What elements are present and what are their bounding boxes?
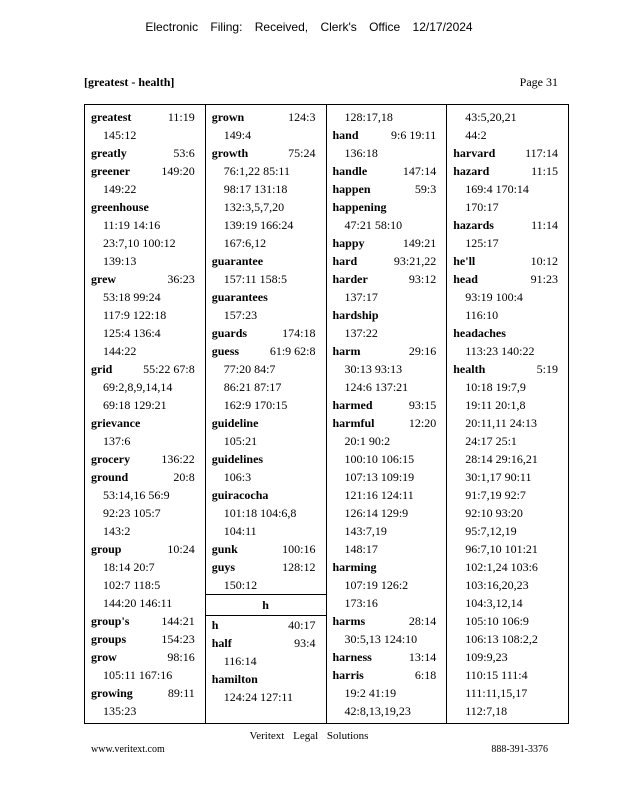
index-references: 59:3	[414, 182, 437, 196]
index-references: 29:16	[408, 344, 437, 358]
index-references: 107:19 126:2	[344, 578, 409, 592]
index-references: 150:12	[223, 578, 258, 592]
index-references: 28:14	[408, 614, 437, 628]
index-references: 149:22	[103, 182, 137, 196]
index-references: 77:20 84:7	[223, 362, 276, 376]
index-references: 143:2	[103, 524, 131, 538]
index-word: greatly	[91, 146, 127, 160]
index-entry	[212, 108, 326, 126]
index-references: 110:15 111:4	[465, 668, 528, 682]
index-references: 157:23	[223, 308, 258, 322]
index-references: 92:23 105:7	[103, 506, 161, 520]
index-references: 105:21	[223, 434, 258, 448]
index-references: 10:12	[530, 254, 558, 268]
index-references: 162:9 170:15	[223, 398, 288, 412]
index-references: 111:11,15,17	[465, 686, 528, 700]
index-word: harmed	[332, 398, 373, 412]
index-entry	[333, 162, 447, 180]
index-entry	[333, 414, 447, 432]
index-word: handle	[332, 164, 368, 178]
index-references: 11:14	[531, 218, 558, 232]
index-entry	[333, 180, 447, 198]
index-entry	[212, 324, 326, 342]
index-entry	[212, 252, 326, 270]
index-references: 18:14 20:7	[103, 560, 155, 574]
index-references: 157:11 158:5	[223, 272, 287, 286]
index-references: 100:10 106:15	[344, 452, 415, 466]
index-references: 9:6 19:11	[391, 128, 437, 142]
index-column-4	[447, 105, 568, 723]
index-word: growth	[211, 146, 249, 160]
index-word: grievance	[91, 416, 141, 430]
index-references: 55:22 67:8	[143, 362, 195, 376]
index-references: 93:19 100:4	[465, 290, 523, 304]
index-references: 93:4	[294, 636, 316, 650]
index-references: 169:4 170:14	[465, 182, 529, 196]
index-word: grocery	[91, 452, 131, 466]
index-references: 143:7,19	[344, 524, 387, 538]
index-column-2	[206, 105, 327, 723]
index-word: harris	[332, 668, 364, 682]
index-entry	[212, 414, 326, 432]
index-references: 20:1 90:2	[344, 434, 391, 448]
index-references: 170:17	[465, 200, 499, 214]
index-references: 30:13 93:13	[344, 362, 403, 376]
index-word: groups	[91, 632, 127, 646]
index-references: 149:4	[223, 128, 252, 142]
index-references: 96:7,10 101:21	[465, 542, 538, 556]
index-references: 11:19	[167, 110, 195, 124]
index-word: head	[453, 272, 478, 286]
index-references: 149:20	[161, 164, 195, 178]
index-entry	[333, 342, 447, 360]
index-range: [greatest - health]	[84, 75, 175, 89]
index-references: 102:1,24 103:6	[465, 560, 538, 574]
index-entry	[333, 558, 447, 576]
index-entry	[212, 540, 326, 558]
word-index-grid	[84, 104, 569, 724]
index-entry	[453, 270, 568, 288]
index-word: grew	[91, 272, 117, 286]
index-entry	[453, 144, 568, 162]
index-references: 109:9,23	[465, 650, 508, 664]
index-references: 144:22	[103, 344, 137, 358]
index-word: guideline	[211, 416, 259, 430]
index-word: guarantee	[211, 254, 264, 268]
index-references: 98:16	[167, 650, 195, 664]
index-word: grid	[91, 362, 113, 376]
index-entry	[453, 162, 568, 180]
index-references: 144:20 146:11	[103, 596, 173, 610]
index-entry	[212, 342, 326, 360]
index-references: 28:14 29:16,21	[465, 452, 538, 466]
index-references: 117:14	[525, 146, 558, 160]
index-entry	[333, 612, 447, 630]
index-references: 42:8,13,19,23	[344, 704, 411, 718]
index-references: 89:11	[167, 686, 195, 700]
page-number: Page 31	[519, 75, 558, 89]
index-references: 124:24 127:11	[223, 690, 293, 704]
index-word: harms	[332, 614, 366, 628]
index-column-1	[85, 105, 206, 723]
index-references: 106:13 108:2,2	[465, 632, 538, 646]
index-word: half	[211, 636, 232, 650]
index-entry	[333, 270, 447, 288]
index-word: gunk	[211, 542, 238, 556]
index-references: 149:21	[402, 236, 437, 250]
index-entry	[453, 360, 568, 378]
index-word: harmful	[332, 416, 375, 430]
index-references: 116:10	[465, 308, 499, 322]
index-word: guarantees	[211, 290, 268, 304]
index-references: 19:2 41:19	[344, 686, 397, 700]
index-word: hand	[332, 128, 359, 142]
index-references: 121:16 124:11	[344, 488, 414, 502]
index-entry	[212, 288, 326, 306]
index-word: group's	[91, 614, 130, 628]
index-references: 61:9 62:8	[269, 344, 316, 358]
index-references: 20:8	[173, 470, 195, 484]
index-references: 137:6	[103, 434, 131, 448]
index-word: happening	[332, 200, 387, 214]
index-references: 125:4 136:4	[103, 326, 161, 340]
index-references: 53:18 99:24	[103, 290, 161, 304]
index-word: harming	[332, 560, 377, 574]
index-word: happen	[332, 182, 371, 196]
index-references: 86:21 87:17	[223, 380, 282, 394]
index-references: 93:15	[408, 398, 437, 412]
index-references: 148:17	[344, 542, 378, 556]
index-entry	[91, 468, 205, 486]
index-entry	[453, 252, 568, 270]
index-references: 43:5,20,21	[465, 110, 517, 124]
index-entry	[333, 252, 447, 270]
index-references: 6:18	[414, 668, 437, 682]
index-references: 139:19 166:24	[223, 218, 294, 232]
index-references: 93:21,22	[393, 254, 437, 268]
index-references: 44:2	[465, 128, 487, 142]
index-entry	[91, 648, 205, 666]
index-entry	[91, 450, 205, 468]
index-references: 30:1,17 90:11	[465, 470, 532, 484]
index-entry	[333, 306, 447, 324]
index-word: hazard	[453, 164, 490, 178]
index-references: 117:9 122:18	[103, 308, 167, 322]
index-references: 93:12	[408, 272, 437, 286]
index-references: 69:2,8,9,14,14	[103, 380, 173, 394]
index-word: grow	[91, 650, 117, 664]
index-references: 173:16	[344, 596, 378, 610]
index-entry	[212, 616, 326, 634]
index-references: 147:14	[402, 164, 437, 178]
section-letter: h	[206, 594, 326, 616]
index-word: headaches	[453, 326, 506, 340]
index-references: 104:11	[223, 524, 257, 538]
index-references: 12:20	[408, 416, 437, 430]
index-references: 53:14,16 56:9	[103, 488, 170, 502]
index-references: 145:12	[103, 128, 137, 142]
index-references: 135:23	[103, 704, 137, 718]
index-references: 105:10 106:9	[465, 614, 529, 628]
index-references: 174:18	[282, 326, 316, 340]
index-entry	[91, 198, 205, 216]
index-references: 91:7,19 92:7	[465, 488, 526, 502]
index-word: guards	[211, 326, 248, 340]
index-entry	[212, 144, 326, 162]
index-word: hazards	[453, 218, 494, 232]
index-references: 137:22	[344, 326, 378, 340]
index-entry	[91, 144, 205, 162]
index-references: 76:1,22 85:11	[223, 164, 290, 178]
index-references: 102:7 118:5	[103, 578, 161, 592]
index-references: 136:22	[161, 452, 195, 466]
index-references: 11:19 14:16	[103, 218, 161, 232]
index-references: 40:17	[288, 618, 316, 632]
index-references: 30:5,13 124:10	[344, 632, 418, 646]
index-entry	[333, 648, 447, 666]
index-entry	[91, 540, 205, 558]
index-references: 75:24	[288, 146, 316, 160]
index-references: 47:21 58:10	[344, 218, 403, 232]
index-entry	[91, 684, 205, 702]
index-word: guidelines	[211, 452, 264, 466]
index-references: 69:18 129:21	[103, 398, 167, 412]
index-entry	[91, 414, 205, 432]
index-references: 124:6 137:21	[344, 380, 409, 394]
index-references: 36:23	[167, 272, 195, 286]
index-entry	[91, 162, 205, 180]
index-word: group	[91, 542, 122, 556]
index-references: 24:17 25:1	[465, 434, 517, 448]
index-entry	[333, 396, 447, 414]
index-references: 98:17 131:18	[223, 182, 288, 196]
index-entry	[453, 216, 568, 234]
index-references: 105:11 167:16	[103, 668, 173, 682]
index-references: 104:3,12,14	[465, 596, 523, 610]
index-references: 20:11,11 24:13	[465, 416, 538, 430]
index-entry	[212, 486, 326, 504]
index-references: 137:17	[344, 290, 378, 304]
index-references: 13:14	[408, 650, 437, 664]
index-entry	[91, 360, 205, 378]
index-references: 144:21	[161, 614, 195, 628]
index-word: harvard	[453, 146, 496, 160]
index-entry	[212, 558, 326, 576]
index-word: harm	[332, 344, 361, 358]
footer-phone: 888-391-3376	[491, 744, 548, 755]
index-references: 112:7,18	[465, 704, 508, 718]
index-references: 128:17,18	[344, 110, 393, 124]
index-entry	[212, 634, 326, 652]
index-entry	[91, 630, 205, 648]
index-entry	[333, 198, 447, 216]
index-references: 101:18 104:6,8	[223, 506, 297, 520]
index-references: 139:13	[103, 254, 137, 268]
index-entry	[91, 108, 205, 126]
index-references: 125:17	[465, 236, 499, 250]
index-references: 95:7,12,19	[465, 524, 517, 538]
index-word: health	[453, 362, 486, 376]
index-references: 100:16	[282, 542, 316, 556]
index-entry	[212, 450, 326, 468]
index-references: 91:23	[530, 272, 558, 286]
index-column-3	[327, 105, 448, 723]
index-references: 132:3,5,7,20	[223, 200, 285, 214]
index-entry	[333, 126, 447, 144]
index-entry	[333, 666, 447, 684]
index-references: 53:6	[173, 146, 195, 160]
index-word: he'll	[453, 254, 476, 268]
index-entry	[91, 270, 205, 288]
index-references: 154:23	[161, 632, 195, 646]
index-references: 126:14 129:9	[344, 506, 409, 520]
index-word: happy	[332, 236, 365, 250]
index-entry	[212, 670, 326, 688]
filing-stamp: Electronic Filing: Received, Clerk's Office 12/17/2024	[145, 20, 473, 34]
index-references: 5:19	[536, 362, 558, 376]
index-word: guiracocha	[211, 488, 269, 502]
index-word: guess	[211, 344, 240, 358]
index-word: hard	[332, 254, 358, 268]
index-references: 92:10 93:20	[465, 506, 523, 520]
index-word: greener	[91, 164, 131, 178]
index-references: 23:7,10 100:12	[103, 236, 176, 250]
index-references: 10:18 19:7,9	[465, 380, 526, 394]
index-word: harness	[332, 650, 372, 664]
footer-website: www.veritext.com	[91, 744, 165, 755]
index-word: h	[211, 618, 219, 632]
index-word: grown	[211, 110, 245, 124]
index-references: 106:3	[223, 470, 252, 484]
index-entry	[91, 612, 205, 630]
index-word: greatest	[91, 110, 132, 124]
index-references: 107:13 109:19	[344, 470, 415, 484]
index-references: 19:11 20:1,8	[465, 398, 526, 412]
index-references: 124:3	[288, 110, 316, 124]
index-references: 10:24	[167, 542, 195, 556]
footer-company: Veritext Legal Solutions	[249, 730, 369, 742]
index-word: greenhouse	[91, 200, 149, 214]
index-word: hamilton	[211, 672, 258, 686]
index-references: 136:18	[344, 146, 378, 160]
index-entry	[453, 324, 568, 342]
index-references: 116:14	[223, 654, 257, 668]
index-references: 113:23 140:22	[465, 344, 535, 358]
index-entry	[333, 234, 447, 252]
index-word: ground	[91, 470, 129, 484]
index-references: 128:12	[282, 560, 316, 574]
index-word: hardship	[332, 308, 379, 322]
index-word: growing	[91, 686, 133, 700]
index-word: guys	[211, 560, 236, 574]
index-references: 167:6,12	[223, 236, 267, 250]
index-references: 11:15	[531, 164, 558, 178]
index-word: harder	[332, 272, 368, 286]
index-references: 103:16,20,23	[465, 578, 529, 592]
